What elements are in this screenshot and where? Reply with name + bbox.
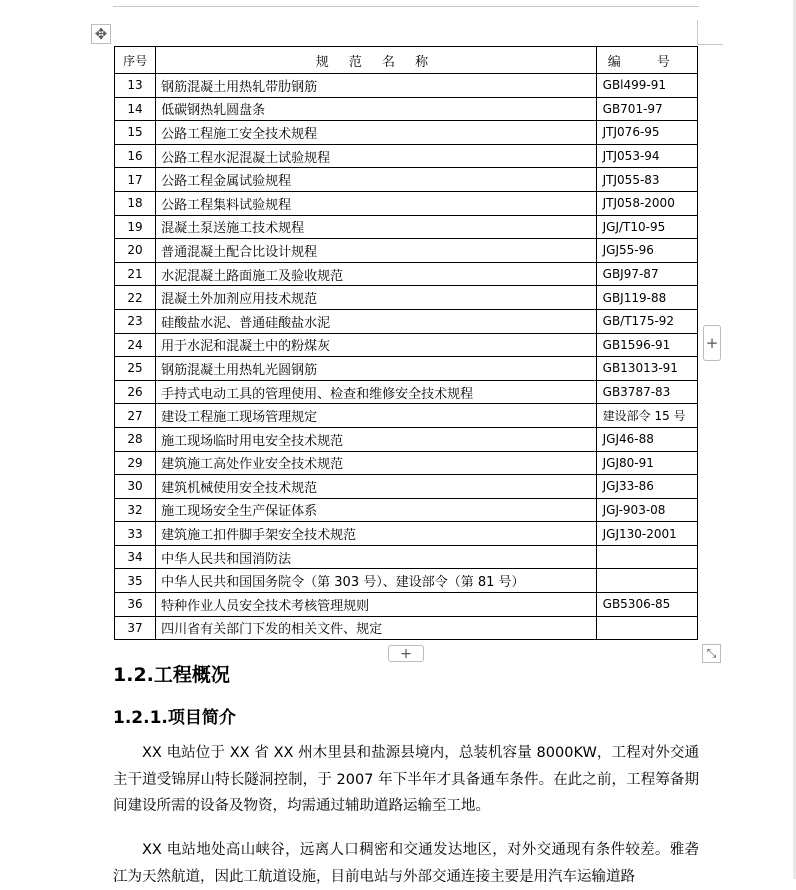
- table-row: [115, 121, 698, 145]
- row-no-cell[interactable]: 16: [115, 144, 156, 168]
- row-no-cell[interactable]: 23: [115, 309, 156, 333]
- table-row: [115, 498, 698, 522]
- paragraph-intro: XX 电站位于 XX 省 XX 州木里县和盐源县境内，总装机容量 8000KW，工程对外交通主干道受锦屏山特长隧洞控制，于 2007 年下半年才具备通车条件。在此之前，工程筹备期间建设所需的设备及物资，均需通过辅助道路运输至工地。: [113, 745, 699, 814]
- row-no-cell[interactable]: 13: [115, 74, 156, 98]
- row-no-cell[interactable]: 28: [115, 427, 156, 451]
- spec-table: [114, 46, 698, 640]
- table-row: [115, 191, 698, 215]
- table-header-row: [115, 47, 698, 74]
- table-row: [115, 239, 698, 263]
- row-name-cell[interactable]: 中华人民共和国消防法: [156, 545, 597, 569]
- row-code-cell[interactable]: JGJ33-86: [596, 475, 697, 499]
- row-code-cell[interactable]: GB3787-83: [596, 380, 697, 404]
- row-no-cell[interactable]: 30: [115, 475, 156, 499]
- row-no-cell[interactable]: 19: [115, 215, 156, 239]
- row-code-cell[interactable]: JGJ130-2001: [596, 522, 697, 546]
- row-no-cell[interactable]: 25: [115, 357, 156, 381]
- row-code-cell[interactable]: [596, 616, 697, 640]
- row-name-cell[interactable]: 特种作业人员安全技术考核管理规则: [156, 593, 597, 617]
- table-row: [115, 97, 698, 121]
- row-no-cell[interactable]: 17: [115, 168, 156, 192]
- row-no-cell[interactable]: 26: [115, 380, 156, 404]
- table-row: [115, 616, 698, 640]
- header-no: 序号: [115, 47, 156, 74]
- section-heading: 1.2.工程概况: [113, 664, 230, 686]
- table-row: [115, 262, 698, 286]
- row-name-cell[interactable]: 公路工程施工安全技术规程: [156, 121, 597, 145]
- row-name-cell[interactable]: 公路工程集料试验规程: [156, 191, 597, 215]
- row-no-cell[interactable]: 37: [115, 616, 156, 640]
- row-name-cell[interactable]: 混凝土泵送施工技术规程: [156, 215, 597, 239]
- row-no-cell[interactable]: 24: [115, 333, 156, 357]
- table-row: [115, 144, 698, 168]
- table-row: [115, 569, 698, 593]
- row-code-cell[interactable]: JGJ55-96: [596, 239, 697, 263]
- row-no-cell[interactable]: 27: [115, 404, 156, 428]
- row-no-cell[interactable]: 33: [115, 522, 156, 546]
- row-no-cell[interactable]: 35: [115, 569, 156, 593]
- row-code-cell[interactable]: GB13013-91: [596, 357, 697, 381]
- table-row: [115, 475, 698, 499]
- add-row-button[interactable]: +: [388, 645, 424, 662]
- row-name-cell[interactable]: 建筑施工扣件脚手架安全技术规范: [156, 522, 597, 546]
- row-code-cell[interactable]: JGJ-903-08: [596, 498, 697, 522]
- row-code-cell[interactable]: JGJ80-91: [596, 451, 697, 475]
- row-name-cell[interactable]: 硅酸盐水泥、普通硅酸盐水泥: [156, 309, 597, 333]
- row-no-cell[interactable]: 34: [115, 545, 156, 569]
- row-code-cell[interactable]: GBJ97-87: [596, 262, 697, 286]
- row-code-cell[interactable]: GBl499-91: [596, 74, 697, 98]
- row-name-cell[interactable]: 施工现场安全生产保证体系: [156, 498, 597, 522]
- row-name-cell[interactable]: 中华人民共和国国务院令（第 303 号）、建设部令（第 81 号）: [156, 569, 597, 593]
- row-no-cell[interactable]: 14: [115, 97, 156, 121]
- table-row: [115, 333, 698, 357]
- row-code-cell[interactable]: JTJ055-83: [596, 168, 697, 192]
- table-row: [115, 545, 698, 569]
- table-row: [115, 286, 698, 310]
- table-body: [115, 74, 698, 640]
- row-name-cell[interactable]: 公路工程水泥混凝土试验规程: [156, 144, 597, 168]
- row-code-cell[interactable]: JTJ058-2000: [596, 191, 697, 215]
- row-code-cell[interactable]: GB1596-91: [596, 333, 697, 357]
- row-code-cell[interactable]: GB5306-85: [596, 593, 697, 617]
- table-row: [115, 168, 698, 192]
- table-row: [115, 309, 698, 333]
- row-no-cell[interactable]: 32: [115, 498, 156, 522]
- row-name-cell[interactable]: 用于水泥和混凝土中的粉煤灰: [156, 333, 597, 357]
- row-no-cell[interactable]: 18: [115, 191, 156, 215]
- table-row: [115, 593, 698, 617]
- row-name-cell[interactable]: 低碳钢热轧圆盘条: [156, 97, 597, 121]
- paragraph-second: XX 电站地处高山峡谷，远离人口稠密和交通发达地区，对外交通现有条件较差。雅砻江为天然航道，因此工航道设施，目前电站与外部交通连接主要是用汽车运输道路: [113, 842, 699, 885]
- row-code-cell[interactable]: [596, 545, 697, 569]
- table-row: [115, 404, 698, 428]
- add-column-button[interactable]: +: [703, 325, 721, 361]
- page-top-border: [113, 6, 699, 7]
- table-row: [115, 427, 698, 451]
- table-row: [115, 74, 698, 98]
- row-code-cell[interactable]: JGJ46-88: [596, 427, 697, 451]
- row-code-cell[interactable]: [596, 569, 697, 593]
- row-no-cell[interactable]: 20: [115, 239, 156, 263]
- row-name-cell[interactable]: 钢筋混凝土用热轧带肋钢筋: [156, 74, 597, 98]
- header-code: 编 号: [596, 47, 697, 74]
- table-row: [115, 451, 698, 475]
- row-no-cell[interactable]: 15: [115, 121, 156, 145]
- table-move-handle-icon[interactable]: ✥: [91, 24, 111, 44]
- table-row: [115, 522, 698, 546]
- row-name-cell[interactable]: 公路工程金属试验规程: [156, 168, 597, 192]
- row-name-cell[interactable]: 水泥混凝土路面施工及验收规范: [156, 262, 597, 286]
- row-code-cell[interactable]: JTJ053-94: [596, 144, 697, 168]
- row-name-cell[interactable]: 手持式电动工具的管理使用、检查和维修安全技术规程: [156, 380, 597, 404]
- table-row: [115, 357, 698, 381]
- row-no-cell[interactable]: 29: [115, 451, 156, 475]
- row-code-cell[interactable]: JTJ076-95: [596, 121, 697, 145]
- row-code-cell[interactable]: GBJ119-88: [596, 286, 697, 310]
- row-name-cell[interactable]: 普通混凝土配合比设计规程: [156, 239, 597, 263]
- row-name-cell[interactable]: 建设工程施工现场管理规定: [156, 404, 597, 428]
- margin-mark-horizontal: [697, 44, 723, 45]
- row-no-cell[interactable]: 22: [115, 286, 156, 310]
- row-code-cell[interactable]: GB701-97: [596, 97, 697, 121]
- margin-mark: [697, 20, 698, 44]
- row-name-cell[interactable]: 混凝土外加剂应用技术规范: [156, 286, 597, 310]
- row-no-cell[interactable]: 21: [115, 262, 156, 286]
- row-code-cell[interactable]: 建设部令 15 号: [596, 404, 697, 428]
- row-code-cell[interactable]: JGJ/T10-95: [596, 215, 697, 239]
- table-row: [115, 380, 698, 404]
- row-name-cell[interactable]: 建筑机械使用安全技术规范: [156, 475, 597, 499]
- row-name-cell[interactable]: 建筑施工高处作业安全技术规范: [156, 451, 597, 475]
- row-code-cell[interactable]: GB/T175-92: [596, 309, 697, 333]
- row-name-cell[interactable]: 施工现场临时用电安全技术规范: [156, 427, 597, 451]
- table-resize-handle-icon[interactable]: ⤡: [702, 644, 721, 663]
- row-name-cell[interactable]: 钢筋混凝土用热轧光圆钢筋: [156, 357, 597, 381]
- subsection-heading: 1.2.1.项目简介: [113, 708, 236, 728]
- header-name: 规 范 名 称: [156, 47, 597, 74]
- table-row: [115, 215, 698, 239]
- row-no-cell[interactable]: 36: [115, 593, 156, 617]
- row-name-cell[interactable]: 四川省有关部门下发的相关文件、规定: [156, 616, 597, 640]
